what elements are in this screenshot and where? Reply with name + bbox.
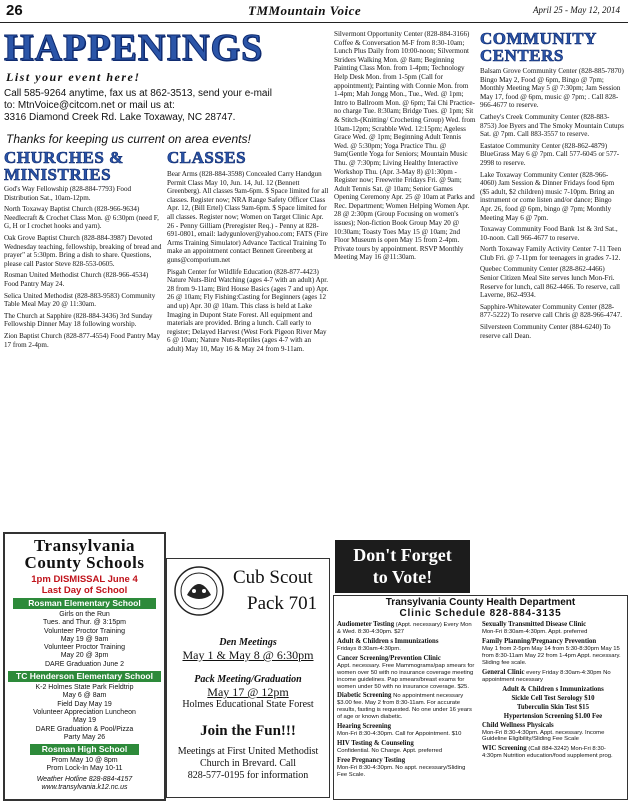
- health-left-column: [337, 621, 477, 781]
- clinic-detail: Mon-Fri 8:30am-4:30pm. Appt. preferred: [482, 629, 588, 635]
- list-item: Eastatoe Community Center (828-862-4879) BlueGrass May 6 @ 7pm. Call 577-6045 or 577-2998 to reserve.: [480, 141, 620, 167]
- last-day-note: Last Day of School: [41, 585, 128, 596]
- health-right-column: [482, 621, 624, 762]
- list-item: Quebec Community Center (828-862-4466) Senior Citizen Meal Site serves lunch Mon-Fri. Reserve for lunch, call 862-4466. To reserve, call Laverne, 862-4934.: [480, 265, 621, 300]
- community-heading: COMMUNITY CENTERS: [480, 29, 597, 65]
- community-list: [480, 67, 624, 340]
- list-item: Toxaway Community Food Bank 1st & 3rd Sat., 10-noon. Call 966-4677 to reserve.: [480, 225, 618, 242]
- schools-website: www.transylvania.k12.nc.us: [41, 784, 128, 792]
- vote-line-1: Don't Forget: [353, 545, 452, 565]
- list-item: Tues. and Thur. @ 3:15pm: [43, 619, 126, 627]
- den-meetings-time: May 1 & May 8 @ 6:30pm: [182, 648, 314, 662]
- list-item: Girls on the Run: [59, 611, 110, 618]
- happenings-subtitle: List your event here!: [6, 70, 141, 84]
- health-subtitle: Clinic Schedule 828-884-3135: [399, 608, 562, 619]
- list-item: North Toxaway Family Activity Center 7-11 Teen Club Fri. @ 7-11pm for teenagers in grades 7-12.: [480, 245, 622, 262]
- tc-henderson-heading: TC Henderson Elementary School: [8, 671, 161, 682]
- rosman-high-heading: Rosman High School: [30, 744, 139, 755]
- classes-heading: CLASSES: [167, 148, 247, 167]
- list-item: Balsam Grove Community Center (828-885-7870) Bingo May 2, Food @ 6pm, Bingo @ 7pm; Monthly Meeting May 5 @ 7:30pm; Jam Session May 17, food @ 6pm, music @ 7pm; . Call 828-966-4677 to reserve.: [480, 67, 624, 110]
- rosman-elementary-heading: Rosman Elementary School: [13, 598, 156, 609]
- clinic-title: Free Pregnancy Testing: [337, 756, 406, 764]
- list-item: Volunteer Proctor Training: [44, 644, 125, 652]
- weather-hotline: Weather Hotline 828-884-4157: [36, 775, 133, 783]
- list-item: God's Way Fellowship (828-884-7793) Food Distribution Sat., 10am-12pm.: [4, 185, 132, 202]
- clinic-title: Child Wellness Physicals: [482, 721, 554, 729]
- clinic-title: Hearing Screening: [337, 723, 392, 731]
- clinic-title: WIC Screening: [482, 745, 527, 753]
- page-number: 26: [6, 2, 23, 19]
- pack-meeting-time: May 17 @ 12pm: [207, 685, 289, 699]
- list-item: Zion Baptist Church (828-877-4554) Food Pantry May 17 from 2-4pm.: [4, 331, 161, 349]
- clinic-detail: (Appt. necessary) Every Mon & Wed. 8:30-4:30pm. $27: [337, 622, 472, 635]
- vote-line-2: to Vote!: [372, 567, 433, 587]
- list-item: K-2 Holmes State Park Fieldtrip: [35, 684, 134, 692]
- clinic-title: Audiometer Testing: [337, 621, 395, 628]
- intro-line-2: to: MtnVoice@citcom.net or mail us at:: [4, 100, 175, 111]
- clinic-detail: May 1 from 2-5pm May 14 from 5:30-8:30pm May 15 from 8:30-11am May 22 from 1-4pm Appt. necessary. Sliding fee scale.: [482, 645, 621, 666]
- cubscout-title: Cub Scout: [233, 567, 313, 588]
- clinic-title: Cancer Screening/Prevention Clinic: [337, 654, 441, 662]
- clinic-detail: Fridays 8:30am-4:30pm.: [337, 645, 401, 652]
- intro-line-1: Call 585-9264 anytime, fax us at 862-3513, send your e-mail: [4, 88, 272, 99]
- list-item: DARE Graduation June 2: [45, 660, 124, 668]
- intro-line-3: 3316 Diamond Creek Rd. Lake Toxaway, NC 28747.: [4, 112, 236, 123]
- schools-ad: [3, 532, 166, 801]
- list-item: Volunteer Appreciation Luncheon: [33, 708, 136, 716]
- clinic-title: Sickle Cell Test Serology $10: [511, 694, 595, 702]
- churches-section: [4, 149, 164, 352]
- clinic-detail: every Friday 8:30am-4:30pm No appointment necessary: [482, 669, 611, 683]
- happenings-intro: [4, 88, 326, 124]
- silvermont-listing: [334, 30, 476, 265]
- churches-list: [4, 185, 164, 349]
- list-item: DARE Graduation & Pool/Pizza: [35, 725, 134, 733]
- clinic-title: Sexually Transmitted Disease Clinic: [482, 621, 587, 628]
- clinic-detail: Appt. necessary. Free Mammograms/pap smears for women over 50 with no insurance coverage meeting income guidelines. Pap smears/breast exams for women under 50 with no insurance coverage. $25.: [337, 662, 475, 690]
- clinic-detail: Confidential. No Charge. Appt. preferred: [337, 748, 443, 755]
- health-title: Transylvania County Health Department: [385, 597, 576, 608]
- list-item: Lake Toxaway Community Center (828-966-4060) Jam Session & Dinner Fridays food 6pm ($5 adult, $2 children) music 7-10pm. Bring an instrument or come listen and/or dance; Bingo Apr. 26, food @ 6pm, bingo @ 7pm; Monthly Meeting May 6 @ 7pm.: [480, 170, 615, 222]
- list-item: Prom Lock-In May 10-11: [46, 765, 123, 773]
- list-item: Rosman United Methodist Church (828-966-4534) Food Pantry May 24.: [4, 271, 149, 288]
- classes-list: [167, 170, 329, 353]
- happenings-thanks: Thanks for keeping us current on area events!: [6, 132, 251, 146]
- clinic-detail: Mon-Fri 8:30-4:30pm. No appt. necessary/Sliding Fee Scale.: [337, 764, 466, 778]
- page-header: [0, 0, 628, 23]
- list-item: Field Day May 19: [57, 700, 112, 708]
- clinic-title: General Clinic: [482, 668, 525, 676]
- den-meetings-title: Den Meetings: [219, 637, 277, 648]
- clinic-detail: Mon-Fri 8:30-4:30pm. Appt. necessary. Income Guideline Eligibility/Sliding Fee Scale: [482, 729, 605, 743]
- list-item: Prom May 10 @ 8pm: [51, 757, 118, 765]
- health-clinic-schedule: [333, 595, 628, 800]
- churches-heading: CHURCHES & MINISTRIES: [4, 148, 124, 184]
- list-item: Bear Arms (828-884-3598) Concealed Carry Handgun Permit Class May 10, Jun. 14, Jul. 12 (Bennett Greenberg). All classes 9am-6pm. $ Space limited for all classes. Register now; NRA Range Safety Officer Class Apr. 12, (Bill Ertel) Class 9am-6pm. $ Space limited for all classes. Register now; Women on Target Clinic Apr. 26 - Penny Gilliam (Preregister Req.) - Penny at 828-691-0801, email: ladygunlover@yahoo.com; FATS (Fire Arms Training Simulator) Advance Tactical Training To make an appointment contact Bennett Greenberg at guns@comporium.net: [167, 170, 329, 264]
- clinic-title: HIV Testing & Counseling: [337, 740, 414, 748]
- meetings-line-2: Church in Brevard. Call: [199, 758, 297, 769]
- cubscout-pack: Pack 701: [247, 593, 318, 614]
- clinic-title: Adult & Children s Immunizations: [337, 637, 439, 645]
- list-item: North Toxaway Baptist Church (828-966-9634) Needlecraft & Crochet Class Mon. @ 6:30pm (need F, G, H or I crochet hooks and yarn).: [4, 205, 159, 231]
- clinic-title: Diabetic Screening: [337, 692, 392, 700]
- list-item: Volunteer Proctor Training: [44, 627, 125, 635]
- list-item: May 19: [73, 717, 96, 725]
- vote-banner: [335, 540, 470, 593]
- list-item: May 19 @ 9am: [60, 635, 109, 643]
- community-section: [480, 30, 624, 343]
- list-item: Party May 26: [63, 733, 106, 741]
- meetings-line-1: Meetings at First United Methodist: [177, 746, 319, 757]
- list-item: May 20 @ 3pm: [60, 652, 109, 660]
- pack-meeting-place: Holmes Educational State Forest: [182, 699, 314, 710]
- list-item: The Church at Sapphire (828-884-3436) 3rd Sunday Fellowship Dinner May 18 following worship.: [4, 311, 153, 329]
- list-item: Silvermont Opportunity Center (828-884-3166) Coffee & Conversation M-F from 8:30-10am; Lunch Plus Daily from 10:00-noon; Silvermont Striders Walking Mon. @ 8am; Beginning Painting Class Mon. from 1-4pm; Technology Help Desk Mon. from 1-5pm (Call for appointment); Painting with Connie Mon. from 1-4pm; Mah Jongg Mon., Tue., Wed. @ 1pm; Intro to Ballroom Mon. @ 6pm; Tai Chi Practice-no charge Tue. 8:30am; Bridge Tues. @ 1pm; Sit & Stitch-(Knitting/ Crocheting Group) Wed. from 10am-12pm; Scrabble Wed. 12:15pm; Ageless Grace Wed. @ 1pm; Beginning Adult Tennis Wed. @ 5:30pm; Yoga Practice Thu. @ 9am(Gentle Yoga for Seniors; Mountain Music Thu. @ 7:30pm; Living Healthy Interactive Workshop Thu. (Apr. 3-May 8) @1:30pm - Register now; Freewrite Fridays Fri. @ 9am; Adult Tennis Sat. @ 10am; Senior Games Opening Ceremony Apr. 25 @ 10am at Parks and Rec. Department; Women Helping Women Apr. 28 @ 2:30pm (Group Focusing on women's issues); Non-fiction Book Group May 20 @ 10:30am; Toasty Toes May 15 @ 10am; 2nd Floor Museum is open May 15 from 2-4pm. Private tours by appointment. RSVP Monthly Meeting May 16 @11:30am.: [334, 30, 476, 262]
- clinic-title: Tuberculin Skin Test $15: [517, 703, 589, 711]
- list-item: Sapphire-Whitewater Community Center (828-877-5222) To reserve call Chris @ 828-966-4747.: [480, 302, 623, 320]
- list-item: Oak Grove Baptist Church (828-884-3987) Devoted Wednesday teaching, fellowship, breaking of bread and prayer" at 5:30pm. Bring a dish to share. Questions, please call Pastor Steve 828-553-0605.: [4, 233, 162, 268]
- clinic-detail: No appointment necessary $3.00 fee. May 2 from 8:30-11am. For accurate results, fasting is requested. No one under 16 years of age or known diabetic.: [337, 693, 472, 721]
- issue-date: April 25 - May 12, 2014: [533, 5, 620, 15]
- cubscout-emblem-icon: [173, 565, 225, 617]
- list-item: May 6 @ 8am: [62, 692, 107, 700]
- meetings-line-3: 828-577-0195 for information: [187, 770, 309, 781]
- list-item: Silversteen Community Center (884-6240) To reserve call Dean.: [480, 323, 611, 340]
- schools-title: Transylvania County Schools: [24, 536, 145, 572]
- clinic-title: Hypertension Screening $1.00 Fee: [503, 712, 603, 720]
- list-item: Pisgah Center for Wildlife Education (828-877-4423) Nature Nuts-Bird Watching (ages 4-7 with an adult) Apr. 28 from 9-11am; Bird House Basics (ages 7 and up) Apr. 26 @ 10am; Fly Fishing:Casting for Beginners (ages 12 and up) Apr. 30 @ 10am. This class is held at Lake Imaging in Dupont State Forest. All equipment and materials are provided. Bring a lunch. Call early to register; Delayed Harvest (West Fork Pigeon River May 6 @ 10am; Nature Nuts-Reptiles (ages 4-7 with an adult) May 10, May 16 & May 24 from 9-11am.: [167, 267, 329, 353]
- clinic-detail: (Call 884-3242) Mon-Fri 8:30-4:30pm Nutrition education/food supplement prog.: [482, 746, 613, 760]
- list-item: Cathey's Creek Community Center (828-883-8753) Joe Byers and The Smoky Mountain Cutups Sat. @ 7pm. Call 883-3557 to reserve.: [480, 112, 624, 139]
- clinic-title: Adult & Children s Immunizations: [502, 685, 604, 693]
- pack-meeting-title: Pack Meeting/Graduation: [194, 674, 302, 685]
- happenings-title: HAPPENINGS: [4, 27, 264, 69]
- dismissal-note: 1pm DISMISSAL June 4: [31, 574, 138, 585]
- list-item: Selica United Methodist (828-883-9583) Community Table Meal May 20 @ 11:30am.: [4, 291, 156, 309]
- classes-section: [167, 149, 329, 356]
- cubscout-ad: [166, 558, 330, 798]
- masthead: TMMountain Voice: [248, 3, 362, 18]
- clinic-title: Family Planning/Pregnancy Prevention: [482, 637, 597, 645]
- join-fun: Join the Fun!!!: [200, 723, 296, 739]
- clinic-detail: Mon-Fri 8:30-4:30pm. Call for Appointment. $10: [337, 731, 462, 738]
